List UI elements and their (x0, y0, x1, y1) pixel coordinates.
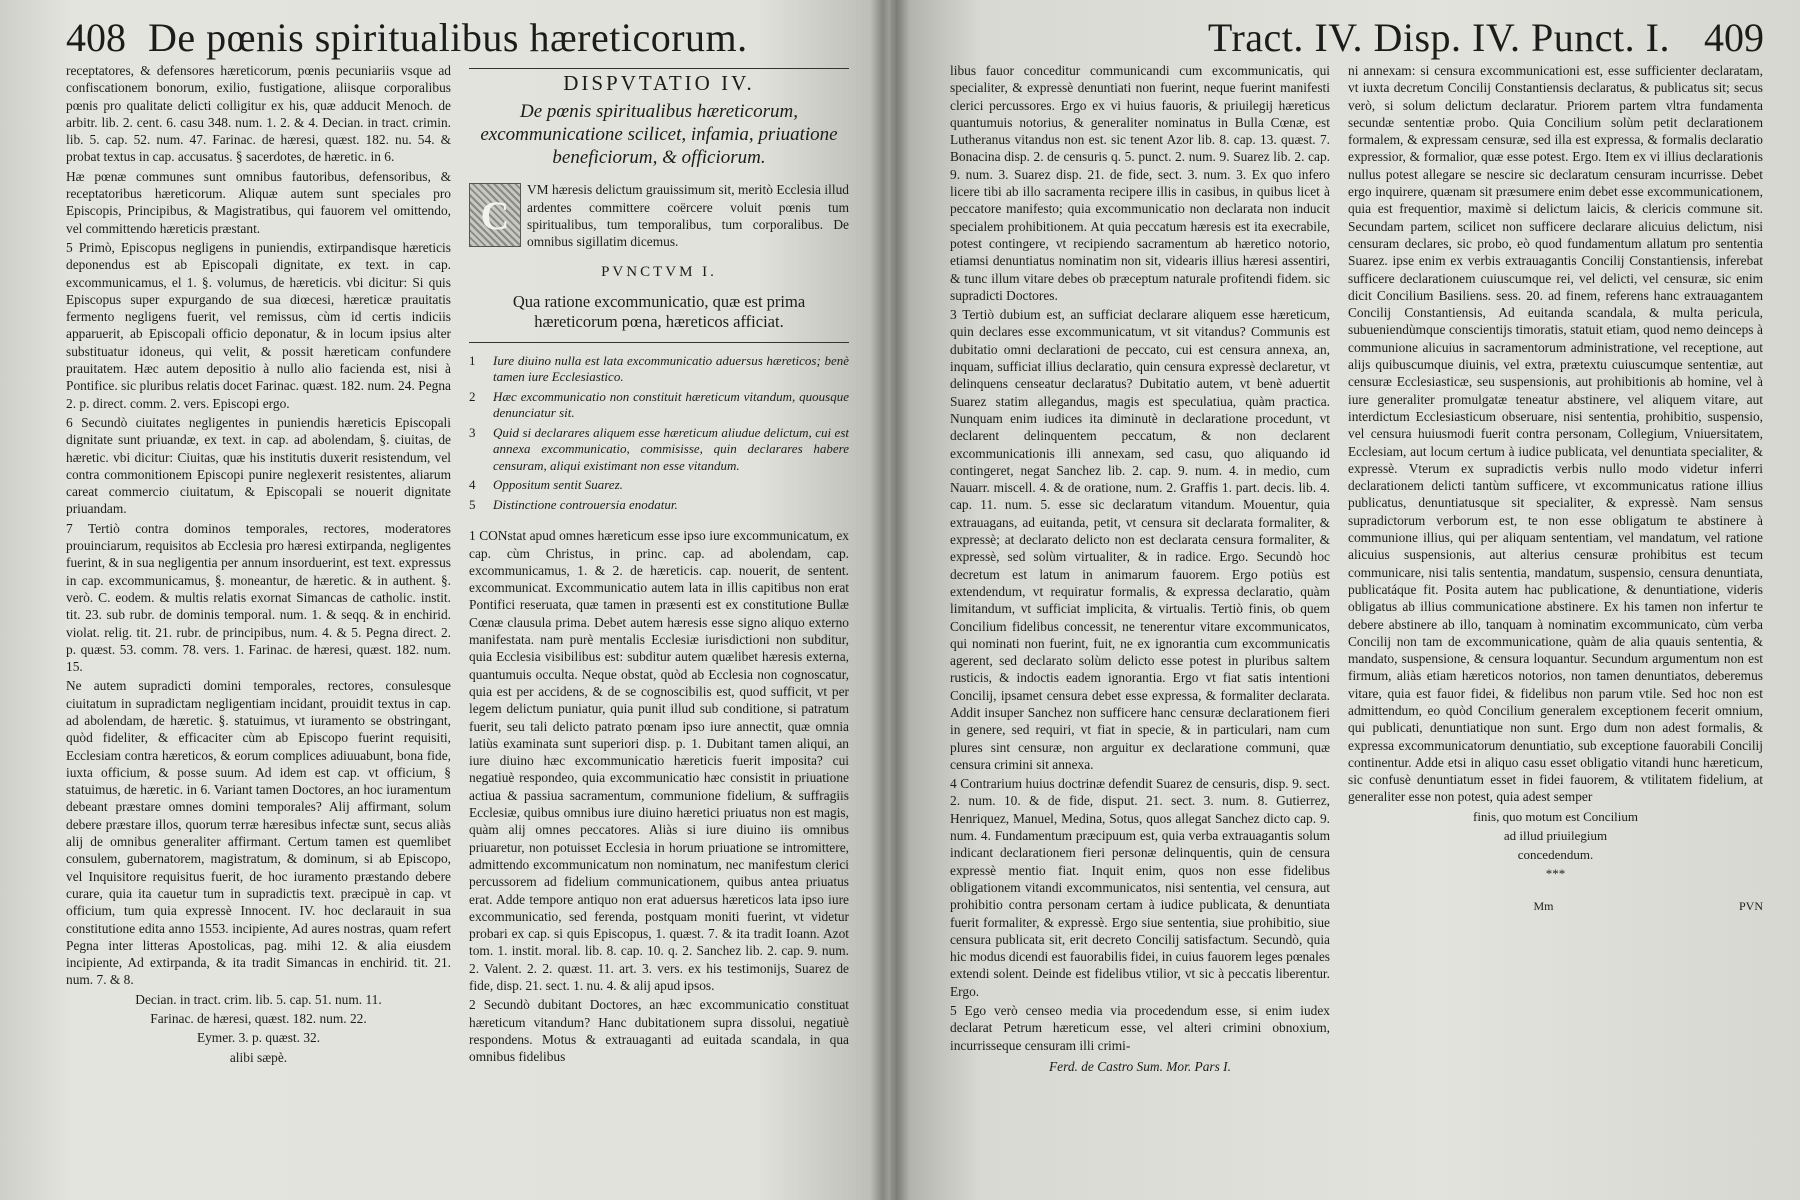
ornamental-initial: C (469, 183, 521, 247)
right-page (890, 0, 1800, 1200)
intro-paragraph: VM hæresis delictum grauissimum sit, meritò Ecclesia illud ardentes committere coërcere voluit pœnis tum spiritualibus, tum temporalibus, tum corporalibus. De omnibus sigillatim dicemus. (527, 182, 849, 250)
paragraph: 1 CONstat apud omnes hæreticum esse ipso iure excommunicatum, ex cap. cùm Christus, in princ. cap. ad abolendam, cap. excommunicamus, 1. & 2. de hæreticis. cap. nouerit, de sentent. excommunicat. Excommunicatio autem lata in illis capitibus non erat Pontifici reseruata, quæ tamen in præsenti est ex constitutione Bullæ Cœnæ clausula prima. Debet autem hæresis esse signo aliquo externo manifestata. nam purè mentalis Ecclesiæ iurisdictioni non subditur, quia Ecclesia visibilibus est: subditur autem quælibet hæresis externa, quantumuis occulta. Neque obstat, quòd ab Ecclesia non cognoscatur, quia est per accidens, & de se cognoscibilis est, quod sufficit, vt per legem delictum puniatur, quia punit illud sub conditione, si patratum fuerit, seu tali delicto patrato pœnam ipso iure annectit, quæ omnia latiùs examinata sunt superiori disp. p. 1. Dubitant tamen aliqui, an iure diuino hæc excommunicatio hæreticis fuerit imposita? cui negatiuè respondeo, quia excommunicatio hæc consistit in priuatione actiua & passiua sacramentum, communione fidelium, & suffragiis Ecclesiæ, quibus omnibus iure diuino hæretici priuatus non est magis, quàm alij omnes peccatores. Aliàs si iure diuino iis omnibus priuaretur, non potuisset Ecclesia in horum priuatione se intromittere, admittendo excommunicatum non nominatum, nec manifestum clerici percussorem ad fidelium communicationem, quibus antea priuatus erat. Adde tempore antiquo non erat aduersus hæreticos lata ipso iure excommunicatio, sed ferenda, postquam moniti fuerint, vt videtur probari ex cap. si quis Episcopus, 1. quæst. 7. & ita tradit Ioann. Azot tom. 1. instit. moral. lib. 8. cap. 10. q. 2. Sanchez lib. 2. cap. 9. num. 2. Valent. 2. 2. quæst. 11. art. 3. vers. ex his testimonijs, Suarez de fide, disp. 21. sect. 1. nu. 4. & alij apud ipsos. (469, 528, 849, 993)
page-number: 408 (66, 15, 126, 60)
summary-item: 3 Quid si declarares aliquem esse hæreticum aliudue delictum, cui est annexa excommunicatio, commisisse, quin declarares habere censuram, aliqui existimant non esse vitandum. (469, 424, 849, 473)
reference-line: Eymer. 3. p. quæst. 32. (196, 1030, 321, 1046)
reference-line: Farinac. de hæresi, quæst. 182. num. 22. (150, 1011, 367, 1027)
paragraph: 5 Ego verò censeo media via procedendum esse, si enim iudex declarat Petrum hæreticum esse, vel alteri crimini obnoxium, incurrisseque censuram illi crimi- (950, 1003, 1330, 1053)
reference-line: alibi sæpè. (229, 1049, 288, 1065)
footer-line: Ferd. de Castro Sum. Mor. Pars I. (1048, 1058, 1231, 1074)
punctum-question: Qua ratione excommunicatio, quæ est prima hæreticorum pœna, hæreticos afficiat. (512, 291, 806, 331)
closing-lines: finis, quo motum est Concilium ad illud priuilegium concedendum. *** (1348, 808, 1763, 882)
summary-item: 2 Hæc excommunicatio non constituit hæreticum vitandum, quousque denunciatur sit. (469, 388, 849, 421)
paragraph: 2 Secundò dubitant Doctores, an hæc excommunicatio constituat hæreticum vitandum? Hanc dubitationem supra dissolui, negatiuè respondens. Motus & extrauaganti ad euitada scandala, in qua omnibus fidelibus (469, 997, 849, 1065)
left-page (0, 0, 890, 1200)
right-column-1 (950, 62, 1330, 1152)
paragraph: 4 Contrarium huius doctrinæ defendit Suarez de censuris, disp. 9. sect. 2. num. 10. & de fide, disput. 21. sect. 3. num. 8. Gutierrez, Henriquez, Manuel, Medina, Sotus, quos allegat Sanchez dicto cap. 9. num. 4. Fundamentum præcipuum est, quia verba extrauagantis solum indicant declarationem fieri personæ delinquentis, quin de censura expressè mentio fiat. Inquit enim, quos non esse fidelibus obligationem vitandi excommunicatos, nisi sententia, vel censura, aut prohibitio contra personam certam à iudice publicata, & denuntiata fuerit formaliter, & expressè. Ergo siue sententia, siue prohibitio, siue censura publicata sit, erit decreto Concilij satisfactum. Secundò, quia hic modus dicendi est fauorabilis fidei, in cuius fauorem leges pœnales extendi solent. Deinde est fidelibus vtilior, vt sic à peccatis liberentur. Ergo. (950, 776, 1330, 999)
paragraph: Ne autem supradicti domini temporales, rectores, consulesque ciuitatum in supradictam negligentiam incidant, prouidit textus in cap. ad abolendam, de hæretic. §. statuimus, vt iuramento se obstringant, quòd fideliter, & efficaciter cùm ab Episcopo fuerint requisiti, Ecclesiam contra hæreticos, & eorum complices adiuuabunt, bona fide, iuxta officium, & posse suum. Ad idem est cap. vt officium, § statuimus, de hæretic. in 6. Variant tamen Doctores, an hoc iuramentum debeant præstare omnes domini temporales? Alij affirmant, solum debere præstare illos, quorum terræ hæresibus infectæ sunt, secus aliàs alij de omnibus generaliter affirmant. Certum tamen est quemlibet consulem, gubernatorem, magistratum, & dominum, si ab Episcopo, vel Inquisitore requisitus fuerit, de hoc iuramento præstando debere curare, quia ita cauetur tum in supradictis text. præcipuè in cap. vt officium, tum quia expressè Innocent. IV. hoc declarauit in sua constitutione edita anno 1553. incipiente, Ad aures nostras, quam refert Pegna inter litteras Apostolicas, pag. mihi 12. & alia eiusdem incipiente, Ad extirpanda, & ita tradit Simancas in enchirid. tit. 21. num. 7. & 8. (66, 678, 451, 988)
disputatio-title: DISPVTATIO IV. (469, 68, 849, 92)
right-column-2 (1348, 62, 1763, 1152)
paragraph: 6 Secundò ciuitates negligentes in puniendis hæreticis Episcopali dignitate sunt priuandæ, ex text. in cap. ad abolendam, §. ciuitas, de hæretic. vbi dicitur: Ciuitas, quæ his institutis duxerit resistendum, vel contra commonitionem Episcopi punire neglexerit resistentes, aliarum careat commercio ciuitatum, & Episcopali se nouerit dignitate priuandam. (66, 414, 451, 517)
reference-line: Decian. in tract. crim. lib. 5. cap. 51. num. 11. (135, 991, 382, 1007)
summary-item: 1 Iure diuino nulla est lata excommunicatio aduersus hæreticos; benè tamen iure Ecclesiastico. (469, 352, 849, 385)
left-running-head (66, 14, 860, 62)
paragraph: 5 Primò, Episcopus negligens in puniendis, extirpandisque hæreticis deponendus est ab Episcopali dignitate, ex text. in cap. excommunicamus, el 1. §. volumus, de hæreticis. vbi dicitur: Si quis Episcopus super expurgando de sua diœcesi, hæreticæ prauitatis fermento negligens fuerit, vel remissus, cùm id certis indiciis apparuerit, ab Episcopali officio deponatur, & in locum ipsius alter substituatur idoneus, qui velit, & possit hæreticam confundere prauitatem. Hæc autem depositio à nullo alio facienda est, nisi à Pontifice. sic pluribus relatis docet Farinac. quæst. 182. num. 24. Pegna 2. p. direct. comm. 2. vers. Episcopi ergo. (66, 239, 451, 411)
running-title: Tract. IV. Disp. IV. Punct. I. (1207, 15, 1670, 60)
catchword: PVN (1738, 898, 1763, 913)
paragraph: 7 Tertiò contra dominos temporales, rectores, moderatores prouinciarum, requisitos ab Ecclesia pro hæresi extirpanda, negligentes fuerint, & in sua negligentia per annum insorduerint, est text. expressus in cap. excommunicamus, §. moneantur, de hæretic. & in authent. §. verò. C. eodem. & multis relatis exornat Simancas de catholic. instit. tit. 23. sub rubr. de dominis temporal. num. 1. & seqq. & in enchirid. violat. relig. tit. 21. rubr. de principibus, num. 4. & 5. Pegna direct. 2. p. quæst. 53. comm. 78. vers. 1. Farinac. de hæresi, quæst. 182. num. 15. (66, 520, 451, 675)
left-column-1 (66, 62, 451, 1152)
disputatio-subtitle: De pœnis spiritualibus hæreticorum, excommunicatione scilicet, infamia, priuatione beneficiorum, & officiorum. (480, 101, 838, 169)
summary-list (469, 342, 849, 514)
punctum-title: PVNCTVM I. (601, 264, 717, 281)
paragraph: libus fauor conceditur communicandi cum excommunicatis, qui specialiter, & expressè denuntiati non fuerint, neque fuerint manifesti clerici percussores. Ergo ex vi huius fauoris, & priuilegij hæreticus quantumuis notorius, & generaliter nominatus in Bulla Cœnæ, est Lutheranus vitandus non est. sic tenent Azor lib. 8. cap. 13. quæst. 7. Bonacina disp. 2. de censuris q. 5. punct. 2. num. 9. Suarez lib. 2. cap. 9. num. 3. Suarez disp. 21. de fide, sect. 3. num. 3. Ex quo infero licere tibi ab illo sacramenta recipere illis in casibus, in quibus licet à peccatore manifesto; quia excommunicatio non declarata non inducit specialem prohibitionem. At quia peccatum hæresis est ita execrabile, potest contingere, vt recipiendo sacramentum ab hæretico notorio, etiamsi denuntiatus nominatim non sit, videaris illius hæresi assentiri, & tunc illum vitare debes ob præceptum naturale profitendi fidem. sic supradicti Doctores. (950, 63, 1330, 303)
paragraph: receptatores, & defensores hæreticorum, pœnis pecuniariis vsque ad confiscationem bonorum, exilio, fustigatione, aliisque corporalibus pœnis pro qualitate delicti colligitur ex his, quæ adducit Menoch. de arbitr. lib. 2. cent. 6. casu 348. num. 1. 2. & 4. Decian. in tract. crimin. lib. 5. cap. 52. num. 47. Farinac. de hæresi, quæst. 182. nu. 54. & probat textus in cap. accusatus. § sacerdotes, de hæretic. in 6. (66, 63, 451, 165)
running-title: De pœnis spiritualibus hæreticorum. (148, 15, 748, 60)
left-column-2 (469, 62, 849, 1152)
right-running-head (950, 14, 1764, 62)
page-number: 409 (1704, 15, 1764, 60)
summary-item: 5 Distinctione controuersia enodatur. (469, 496, 678, 512)
summary-item: 4 Oppositum sentit Suarez. (469, 477, 623, 493)
paragraph: 3 Tertiò dubium est, an sufficiat declarare aliquem esse hæreticum, quin declares esse excommunicatum, vt sit vitandus? Communis est dubitatio omni declarationi de peccato, cui est censura annexa, an, inquam, sufficiat illius declaratio, quin censura expressè declaretur, vt delinquens censeatur declaratus? Dubitatio autem, vt benè aduertit Suarez statim allegandus, magis est speculatiua, quàm practica. Nunquam enim iudices ita diminutè in declaratione procedunt, vt declarent delinquentem peccatum, & non declarent excommunicationis illi annexam, sed casu, quo aliquando id contingeret, negat Sanchez lib. 2. cap. 9. num. 4. in medio, cum Nauarr. miscell. 4. & de oratione, num. 2. Graffis 1. part. decis. lib. 4. cap. 11. num. 5. esse sic declaratum vitandum. Mouentur, quia extrauagans, ad euitanda, petit, vt censura sit declarata formaliter, & expressè; at declarato delicto non est declarata censura formaliter, & expressè, sed solùm virtualiter, & in radice. Ergo. Secundò hoc decretum est latum in animarum fauorem. Ergo potiùs est extendendum, vt requiratur formalis, & expressa declaratio, quàm limitandum, vt sufficiat implicita, & virtualis. Tertiò finis, ob quem Concilium fidelibus concessit, ne tenerentur vitare excommunicatos, qui nominati non fuerint, fuit, ne ex ignorantia cum excommunicatis agerent, sed declarato solùm delicto esse potest in pluribus saltem rusticis, & indoctis eadem ignorantia. Ergo vt fiat satis intentioni Concilij, ipsamet censura debet esse expressa, & formaliter declarata. Addit insuper Sanchez non sufficere hanc censuræ declarationem fieri in genere, sed requiri, vt fiat in specie, & in particulari, nam cum plures sint censuræ, non arguitur ex declaratione communi, quæ censura crimini sit annexa. (950, 307, 1330, 772)
paragraph: ni annexam: si censura excommunicationi est, esse sufficienter declaratam, vt iuxta decretum Concilij Constantiensis declaratus, & publicatus sit; secus verò, si solum delictum declaratur. Priorem partem vltra fundamenta secundæ sententiæ probo. Quia Concilium solùm petit declarationem formalem, & expressam censuræ, sed illa est expressa, & formalis declaratio expressior, & formalior, quæ esse potest. Ergo. Item ex vi illius declarationis nullus potest allegare se nescire sic declaratum censuram incurrisse. Debet ergo inquirere, quænam sit præsumere enim debet esse excommunicationem, quia est frequentior, maximè si delictum laicis, & clericis commune sit. Secundam partem, scilicet non sufficere declarare alicuius delictum, nisi censuram declares, sic probo, eò quod fundamentum allatum pro sententia Suarez. ipse enim ex verbis extrauagantis Concilij Constantiensis, inferebat sufficere declarationem cuiuscumque rei, vel delicti, vel censuræ, sic enim dicit Concilium Basiliens. sess. 20. ad finem, referens hanc extrauagantem Concilij Constantiensis, Ad euitanda scandala, & multa pericula, subueniendùmque conscientijs timoratis, statuit etiam, quod nemo deinceps à communione alicuius in sacramentorum administratione, vel receptione, aut alijs quibuscumque diuinis, vel extra, prætextu cuiuscumque sententiæ, aut censuræ Ecclesiasticæ, seu suspensionis, aut prohibitionis ab homine, vel à iure generaliter promulgatæ teneatur abstinere, vel aliquem vitare, aut interdictum Ecclesiasticum obseruare, nisi sententia, prohibitio, suspensio, vel censura huiusmodi fuerit contra personam, Collegium, Vniuersitatem, Ecclesiam, aut locum certum à iudice publicata, vel denuntiata specialiter, & expressè. Vterum ex supradictis verbis nullo modo videtur inferri declarationem delicti tantùm sufficere, vt excommunicatus ratione illius publicatus, denuntiatusque sit specialiter, & expressè. Nam sensus supradictorum verborum est, te non esse obligatum te abstinere à communione illius, qui per aliquam sententiam, vel mandatum, vel ratione alicuius suspensionis, aut alterius censuræ prohibitus est tecum communicare, nisi talis sententia, mandatum, suspensio, censura denuntiata, publicatáque fit. Posita autem hac publicatione, & denuntiatione, videris obligatus ab illius communicatione abstinere. Ex his tamen non infertur te debere abstinere ab illo, tanquam à nominatim excommunicato, cùm verba Concilij non tam de excommunicatione, quàm de alia quauis sententia, & mandato, suspensione, & censura loquantur. Secundum argumentum non est firmum, aliàs etiam hæreticos notorios, non tamen denuntiatos, deberemus vitare, quia est fauor fidei, & fidelibus non parum vtile. Sed hoc non est admittendum, eo quòd Concilium generalem exceptionem fecerit omnium, qui publicati, denuntiatique non sunt. Ergo dum non adest formalis, & expressa excommunicatorum denuntiatio, sub exceptione fauorabili Concilij continentur. Adde etsi in aliquo casu esset obligatio vitandi hunc hæreticum, sic confusè denuntiatum esset in fidei fauorem, & vtilitatem fidelium, at generaliter esse non potest, quia adest semper (1348, 63, 1763, 805)
asterism: *** (1545, 865, 1566, 881)
paragraph: Hæ pœnæ communes sunt omnibus fautoribus, defensoribus, & receptatoribus hæreticorum. Aliquæ autem sunt speciales pro Episcopis, Principibus, & Magistratibus, qui fauorem vel omittendo, vel committendo hæreticis præstant. (66, 168, 451, 236)
signature-mark: Mm (1533, 898, 1554, 913)
